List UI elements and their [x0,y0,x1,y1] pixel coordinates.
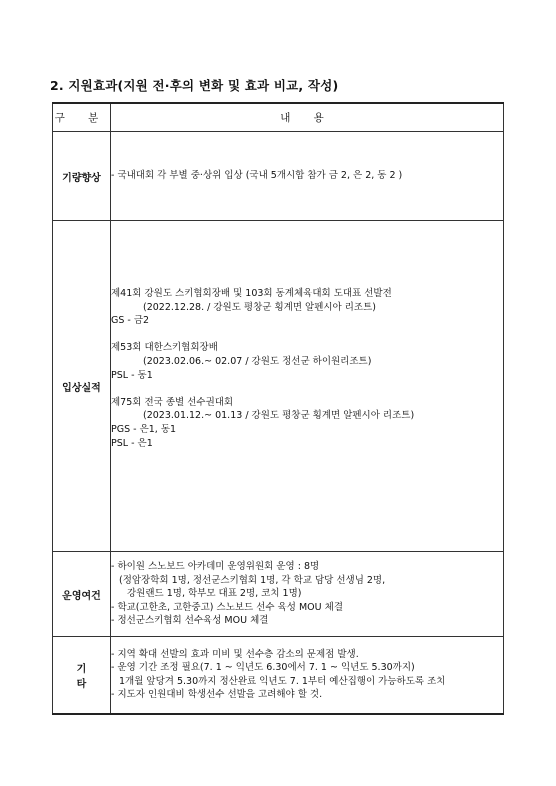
content-line: 강원랜드 1명, 학부모 대표 2명, 코치 1명) [127,588,302,600]
award-result: GS - 금2 [111,315,150,327]
row-content-other [111,637,504,714]
award-detail: (2023.01.12.~ 01.13 / 강원도 평창군 횡계면 알펜시아 리조트) [143,410,415,422]
award-title: 제53회 대한스키협회장배 [111,342,218,354]
content-line: 1개월 앞당겨 5.30까지 정산완료 익년도 7. 1부터 예산집행이 가능하도록 조치 [119,675,446,687]
row-operations [53,552,504,637]
content-line: - 지도자 인원대비 학생선수 선발을 고려해야 할 것. [111,689,323,701]
content-line: - 운영 기간 조정 필요(7. 1 ~ 익년도 6.30에서 7. 1 ~ 익년도 5.30까지) [111,662,415,674]
award-detail: (2023.02.06.~ 02.07 / 강원도 정선군 하이원리조트) [143,355,372,367]
spacer [111,382,503,396]
award-result: PSL - 은1 [111,437,153,449]
content-line: - 지역 확대 선발의 효과 미비 및 선수층 감소의 문제점 발생. [111,648,359,660]
row-label-awards: 입상실적 [53,221,111,552]
content-line: (정암장학회 1명, 정선군스키협회 1명, 각 학교 담당 선생님 2명, [119,574,386,586]
row-awards [53,221,504,552]
award-detail: (2022.12.28. / 강원도 평창군 횡계면 알펜시아 리조트) [143,301,376,313]
content-line: - 정선군스키협회 선수육성 MOU 체결 [111,615,269,627]
table-header-row [53,103,504,132]
spacer [111,328,503,342]
row-skill-improvement [53,132,504,221]
row-other [53,637,504,714]
header-category: 구 분 [53,103,111,132]
award-title: 제75회 전국 종별 선수권대회 [111,396,234,408]
section-title: 2. 지원효과(지원 전·후의 변화 및 효과 비교, 작성) [50,78,339,93]
award-result: PGS - 은1, 동1 [111,423,177,435]
award-result: PSL - 동1 [111,369,153,381]
row-label-operations: 운영여건 [53,552,111,637]
content-line: - 학교(고한초, 고한중고) 스노보드 선수 육성 MOU 체결 [111,601,343,613]
row-label-skill: 기량향상 [53,132,111,221]
row-content-operations [111,552,504,637]
support-effect-table [52,102,504,715]
header-content: 내 용 [111,103,504,132]
row-label-other: 기 타 [53,637,111,714]
content-line: - 하이원 스노보드 아카데미 운영위원회 운영 : 8명 [111,561,320,573]
row-content-skill [111,132,504,221]
row-content-awards [111,221,504,552]
content-line: - 국내대회 각 부별 중·상위 입상 (국내 5개시합 참가 금 2, 은 2, 동 2 ) [111,170,403,182]
award-title: 제41회 강원도 스키협회장배 및 103회 동계체육대회 도대표 선발전 [111,288,392,299]
